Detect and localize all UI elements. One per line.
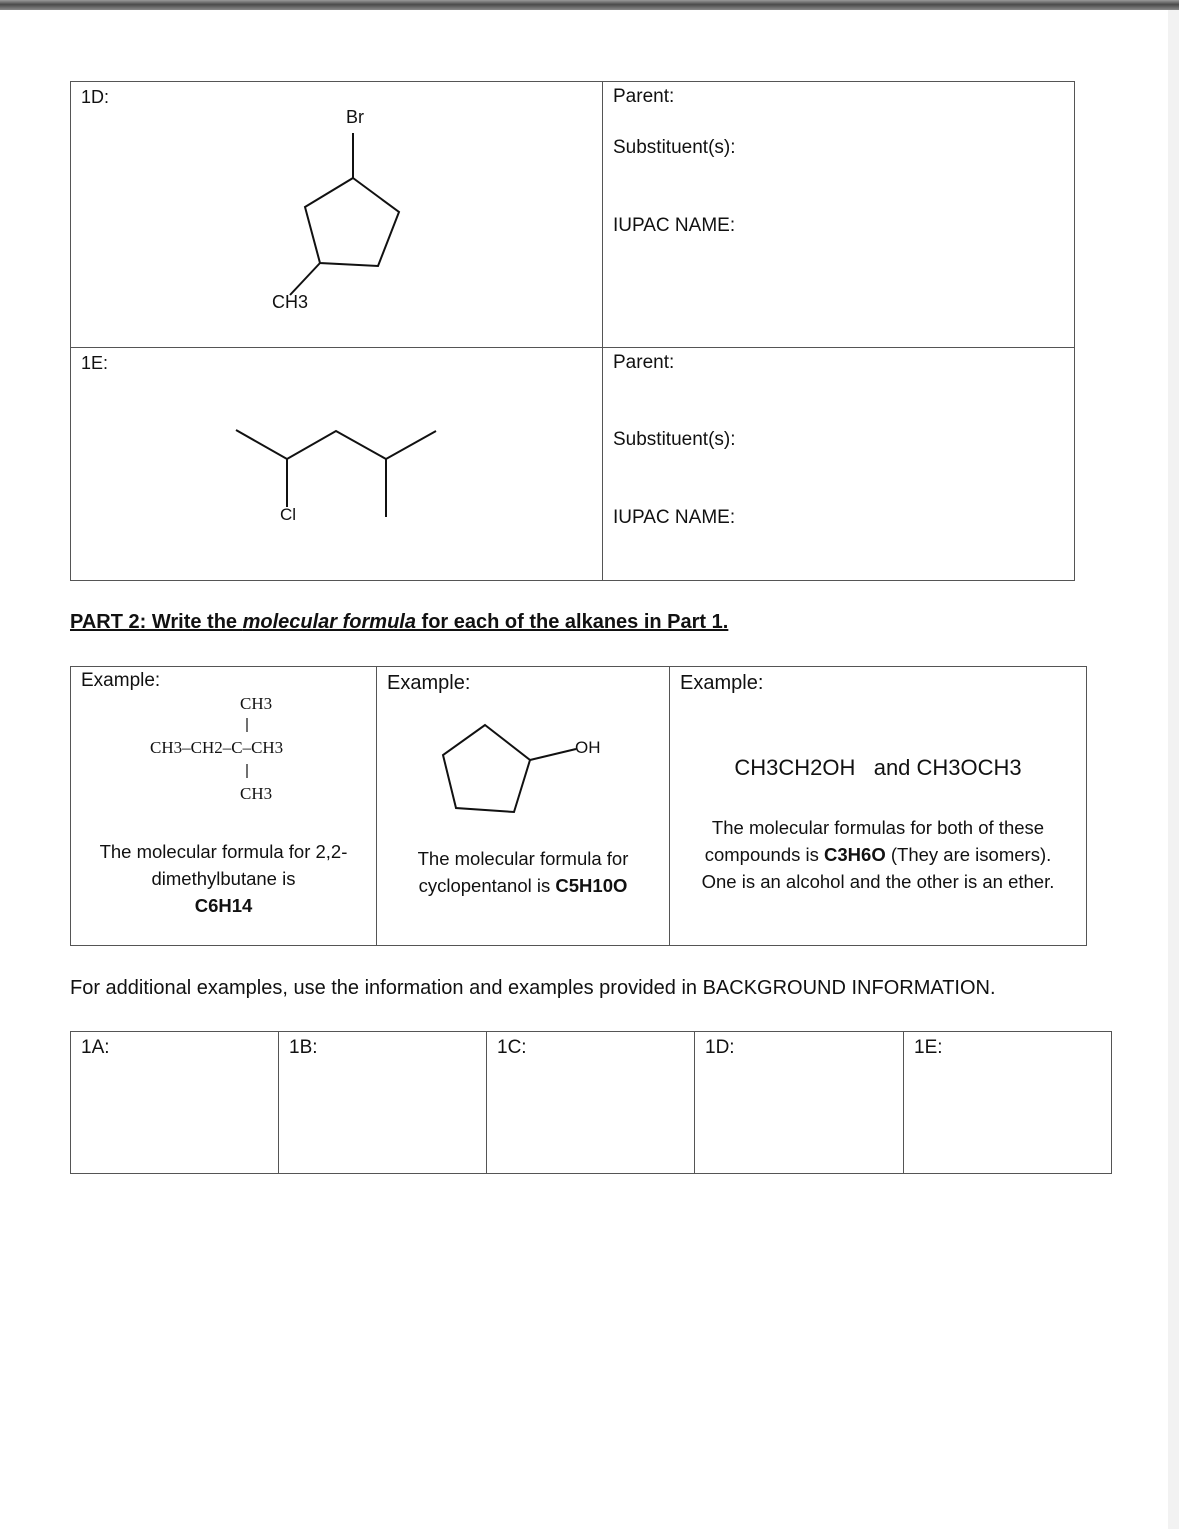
answer-box-1d[interactable] [694, 1031, 904, 1174]
iupac-name-field-1d: IUPAC NAME: [613, 215, 736, 236]
chloro-label: Cl [280, 505, 297, 524]
example-2-line-2: cyclopentanol is [418, 875, 556, 896]
answer-label-1b: 1B: [289, 1037, 318, 1058]
heading-text-start: PART 2: Write the [70, 611, 243, 633]
hydroxyl-label: OH [575, 738, 601, 757]
iupac-name-field-1e: IUPAC NAME: [613, 507, 736, 528]
example-3-line-3: One is an alcohol and the other is an ether. [701, 871, 1055, 892]
answer-box-1e[interactable] [903, 1031, 1112, 1174]
example-1-line-1: The molecular formula for 2,2- [99, 841, 348, 862]
heading-text-end: for each of the alkanes in Part 1. [416, 611, 729, 633]
bromo-label: Br [346, 107, 364, 127]
methyl-label: CH3 [272, 292, 309, 312]
answer-label-1d: 1D: [705, 1037, 735, 1058]
example-1-line-2: dimethylbutane is [151, 868, 296, 889]
struct-bottom-methyl: CH3 [240, 784, 273, 803]
parent-field-1e: Parent: [613, 352, 675, 373]
row-id-1e: 1E: [81, 353, 109, 373]
example-1-formula: C6H14 [194, 895, 253, 916]
example-3-line-1: The molecular formulas for both of these [711, 817, 1045, 838]
answer-label-1e: 1E: [914, 1037, 943, 1058]
heading-emphasis: molecular formula [242, 611, 416, 633]
example-label-2: Example: [387, 672, 471, 694]
substituents-field-1d: Substituent(s): [613, 137, 736, 158]
answer-box-1b[interactable] [278, 1031, 487, 1174]
struct-top-methyl: CH3 [240, 694, 273, 713]
example-3-line-2b: (They are isomers). [885, 844, 1052, 865]
example-1-explanation [72, 838, 375, 919]
example-2-formula: C5H10O [555, 875, 628, 896]
answer-box-1a[interactable] [70, 1031, 279, 1174]
example-3-line-2a: compounds is [704, 844, 825, 865]
cyclopentanol-ring [443, 725, 576, 812]
substituents-field-1e: Substituent(s): [613, 429, 736, 450]
answer-label-1c: 1C: [497, 1037, 527, 1058]
answer-label-1a: 1A: [81, 1037, 110, 1058]
example-2-line-1: The molecular formula for [417, 848, 629, 869]
isomer-compounds: CH3CH2OH and CH3OCH3 [734, 755, 1022, 780]
example-3-explanation [671, 814, 1085, 895]
example-label-3: Example: [680, 672, 764, 694]
row-id-1d: 1D: [81, 87, 110, 107]
example-label-1: Example: [81, 670, 161, 691]
additional-examples-note: For additional examples, use the information and examples provided in BACKGROUND INFORMATION. [70, 977, 996, 999]
answer-box-1c[interactable] [486, 1031, 695, 1174]
example-3-formula: C3H6O [824, 844, 886, 865]
parent-field-1d: Parent: [613, 86, 675, 107]
struct-main-chain: CH3–CH2–C–CH3 [150, 738, 284, 757]
example-2-explanation [378, 845, 668, 899]
